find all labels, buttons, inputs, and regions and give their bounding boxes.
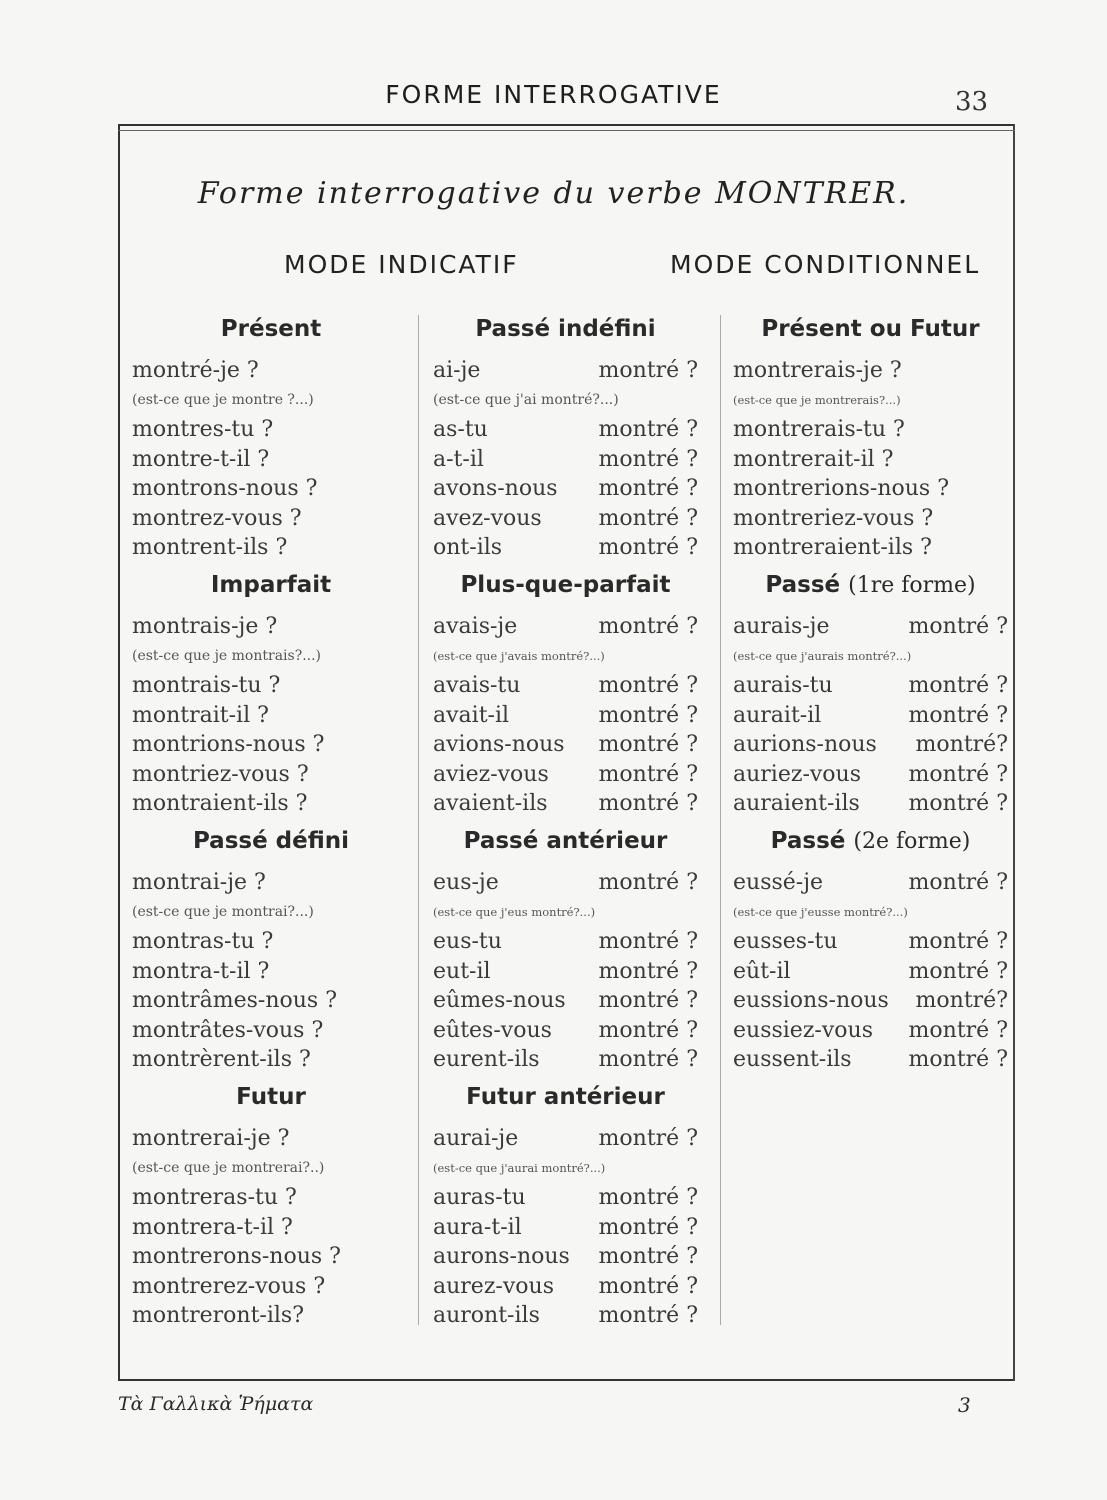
- participle-form: montré ?: [598, 791, 698, 816]
- auxiliary-form: eussé-je: [733, 870, 824, 895]
- auxiliary-form: avons-nous: [433, 476, 558, 501]
- tense-title-text: Présent ou Futur: [761, 316, 980, 342]
- column-divider-1: [418, 315, 419, 1325]
- participle-form: montré ?: [908, 791, 1008, 816]
- frame-right-border: [1013, 124, 1015, 1381]
- conjugation-row: [433, 1272, 698, 1302]
- conjugation-row: montre-t-il ?: [132, 446, 270, 472]
- auxiliary-form: eussions-nous: [733, 988, 889, 1013]
- conjugation-row: montrerions-nous ?: [733, 476, 950, 501]
- participle-form: montré ?: [908, 761, 1008, 787]
- conjugation-row: [433, 1213, 698, 1243]
- column-divider-2: [720, 315, 721, 1325]
- conjugation-row: montres-tu ?: [132, 417, 274, 442]
- tense-title-text: Futur: [236, 1084, 306, 1110]
- book-title-footer: Τὰ Γαλλικὰ Ῥήματα: [118, 1393, 314, 1415]
- auxiliary-form: aurai-je: [433, 1126, 519, 1151]
- auxiliary-form: a-t-il: [433, 446, 484, 472]
- tense-title-text: Futur antérieur: [466, 1084, 665, 1110]
- tense-title: [733, 314, 1008, 344]
- participle-form: montré ?: [598, 1303, 698, 1328]
- participle-form: montré ?: [908, 958, 1008, 984]
- conjugation-row: montrera-t-il ?: [132, 1214, 293, 1240]
- example-note: (est-ce que j'ai montré?...): [433, 391, 619, 408]
- conjugation-row: [433, 730, 698, 760]
- tense-title: [132, 1082, 410, 1112]
- conjugation-row: montrerais-tu ?: [733, 417, 905, 442]
- auxiliary-form: ont-ils: [433, 535, 503, 560]
- conjugation-row: [433, 789, 698, 819]
- conjugation-row: [433, 1045, 698, 1075]
- auxiliary-form: auront-ils: [433, 1303, 540, 1328]
- conjugation-row: montraient-ils ?: [132, 791, 308, 816]
- participle-form: montré ?: [598, 702, 698, 728]
- auxiliary-form: aurons-nous: [433, 1244, 570, 1269]
- auxiliary-form: aviez-vous: [433, 761, 549, 787]
- tense-title-text: Présent: [220, 316, 322, 342]
- conjugation-row: montrions-nous ?: [132, 732, 325, 757]
- participle-form: montré ?: [598, 358, 698, 383]
- auxiliary-form: eussent-ils: [733, 1047, 852, 1072]
- participle-form: montré ?: [908, 1047, 1008, 1072]
- participle-form: montré ?: [598, 1185, 698, 1210]
- conjugation-row: [733, 760, 1008, 790]
- tense-section: [733, 570, 1008, 819]
- tense-title-text: Passé défini: [192, 828, 350, 854]
- conjugation-row: montrais-tu ?: [132, 673, 281, 698]
- auxiliary-form: eus-je: [433, 870, 499, 895]
- auxiliary-form: eûmes-nous: [433, 988, 566, 1013]
- conjugation-row: montrâtes-vous ?: [132, 1017, 324, 1043]
- tense-section: [132, 1082, 410, 1331]
- participle-form: montré?: [915, 732, 1008, 757]
- tense-title: [733, 826, 1008, 856]
- auxiliary-form: aura-t-il: [433, 1214, 522, 1240]
- signature-mark: 3: [958, 1393, 971, 1417]
- top-double-rule: [118, 130, 1015, 131]
- conjugation-row: [733, 986, 1008, 1016]
- example-note: (est-ce que je montrerais?...): [733, 392, 901, 407]
- conjugation-row: [433, 957, 698, 987]
- conjugation-row: montrâmes-nous ?: [132, 988, 338, 1013]
- example-note: (est-ce que j'avais montré?...): [433, 648, 605, 663]
- example-note: (est-ce que j'aurai montré?...): [433, 1160, 606, 1175]
- conjugation-row: [733, 730, 1008, 760]
- tense-title-qualifier: (2e forme): [853, 829, 971, 854]
- auxiliary-form: avions-nous: [433, 732, 565, 757]
- auxiliary-form: avez-vous: [433, 505, 542, 531]
- conjugation-row: montrai-je ?: [132, 870, 266, 895]
- tense-section: [733, 314, 1008, 563]
- auxiliary-form: as-tu: [433, 417, 488, 442]
- conjugation-row: [433, 533, 698, 563]
- participle-form: montré ?: [598, 732, 698, 757]
- participle-form: montré ?: [598, 505, 698, 531]
- conjugation-row: montriez-vous ?: [132, 761, 309, 787]
- participle-form: montré ?: [908, 1017, 1008, 1043]
- conjugation-row: montra-t-il ?: [132, 958, 270, 984]
- conjugation-row: montrèrent-ils ?: [132, 1047, 311, 1072]
- auxiliary-form: aurais-je: [733, 614, 830, 639]
- conjugation-row: [433, 612, 698, 642]
- conjugation-row: [433, 927, 698, 957]
- tense-section: [433, 570, 698, 819]
- conjugation-row: montrait-il ?: [132, 702, 269, 728]
- conjugation-row: [433, 986, 698, 1016]
- auxiliary-form: eurent-ils: [433, 1047, 540, 1072]
- auxiliary-form: eût-il: [733, 958, 791, 984]
- auxiliary-form: eut-il: [433, 958, 491, 984]
- tense-title: [433, 1082, 698, 1112]
- example-note: (est-ce que je montrais?...): [132, 647, 322, 664]
- tense-title: [433, 314, 698, 344]
- tense-title-text: Plus-que-parfait: [460, 572, 671, 598]
- conjugation-row: montreraient-ils ?: [733, 535, 932, 560]
- conjugation-row: [733, 612, 1008, 642]
- example-note: (est-ce que je montrerai?..): [132, 1159, 325, 1176]
- auxiliary-form: aurez-vous: [433, 1273, 554, 1299]
- auxiliary-form: avaient-ils: [433, 791, 548, 816]
- auxiliary-form: auras-tu: [433, 1185, 526, 1210]
- tense-section: [433, 314, 698, 563]
- conjugation-row: [433, 1242, 698, 1272]
- conjugation-row: [733, 927, 1008, 957]
- conjugation-row: [733, 868, 1008, 898]
- tense-title: [733, 570, 1008, 600]
- conjugation-row: [433, 1016, 698, 1046]
- tense-title-text: Passé antérieur: [463, 828, 668, 854]
- participle-form: montré ?: [598, 958, 698, 984]
- participle-form: montré ?: [908, 702, 1008, 728]
- participle-form: montré ?: [598, 446, 698, 472]
- conjugation-row: montrerez-vous ?: [132, 1273, 326, 1299]
- tense-title-text: Passé indéfini: [475, 316, 656, 342]
- participle-form: montré ?: [598, 761, 698, 787]
- conjugation-row: [433, 445, 698, 475]
- participle-form: montré ?: [908, 614, 1008, 639]
- mode-conditionnel-heading: MODE CONDITIONNEL: [670, 250, 981, 279]
- tense-title: [433, 570, 698, 600]
- tense-section: [433, 1082, 698, 1331]
- tense-title: [433, 826, 698, 856]
- example-note: (est-ce que je montrai?...): [132, 903, 314, 920]
- page-number: 33: [955, 87, 989, 117]
- tense-section: [132, 826, 410, 1075]
- participle-form: montré ?: [908, 929, 1008, 954]
- example-note: (est-ce que j'eusse montré?...): [733, 904, 908, 919]
- mode-indicatif-heading: MODE INDICATIF: [284, 250, 519, 279]
- conjugation-row: [433, 474, 698, 504]
- tense-title: [132, 314, 410, 344]
- conjugation-row: [733, 789, 1008, 819]
- conjugation-row: montrent-ils ?: [132, 535, 288, 560]
- tense-section: [132, 314, 410, 563]
- participle-form: montré ?: [598, 417, 698, 442]
- auxiliary-form: avais-tu: [433, 673, 521, 698]
- conjugation-row: montreront-ils?: [132, 1303, 305, 1328]
- conjugation-row: [733, 671, 1008, 701]
- example-note: (est-ce que j'aurais montré?...): [733, 648, 912, 663]
- conjugation-row: montrais-je ?: [132, 614, 278, 639]
- tense-section: [733, 826, 1008, 1075]
- conjugation-row: [733, 1045, 1008, 1075]
- conjugation-row: [733, 701, 1008, 731]
- conjugation-row: montrerais-je ?: [733, 358, 902, 383]
- auxiliary-form: eûtes-vous: [433, 1017, 552, 1043]
- tense-title-text: Passé: [765, 572, 841, 598]
- participle-form: montré?: [915, 988, 1008, 1013]
- participle-form: montré ?: [598, 1273, 698, 1299]
- tense-title-qualifier: (1re forme): [848, 573, 976, 598]
- conjugation-row: montrez-vous ?: [132, 505, 302, 531]
- tense-title-text: Passé: [770, 828, 846, 854]
- auxiliary-form: auraient-ils: [733, 791, 860, 816]
- tense-title-text: Imparfait: [210, 572, 332, 598]
- tense-title: [132, 570, 410, 600]
- participle-form: montré ?: [598, 870, 698, 895]
- participle-form: montré ?: [598, 614, 698, 639]
- conjugation-row: [733, 957, 1008, 987]
- conjugation-row: [433, 701, 698, 731]
- running-title: FORME INTERROGATIVE: [385, 80, 722, 109]
- conjugation-row: montrerons-nous ?: [132, 1244, 341, 1269]
- conjugation-row: montrons-nous ?: [132, 476, 318, 501]
- conjugation-row: montreras-tu ?: [132, 1185, 297, 1210]
- auxiliary-form: aurions-nous: [733, 732, 877, 757]
- conjugation-row: [433, 1301, 698, 1331]
- tense-section: [433, 826, 698, 1075]
- auxiliary-form: avait-il: [433, 702, 510, 728]
- conjugation-row: montreriez-vous ?: [733, 505, 934, 531]
- conjugation-row: [433, 356, 698, 386]
- participle-form: montré ?: [908, 673, 1008, 698]
- conjugation-row: [433, 868, 698, 898]
- conjugation-row: [433, 415, 698, 445]
- auxiliary-form: eussiez-vous: [733, 1017, 873, 1043]
- participle-form: montré ?: [598, 1047, 698, 1072]
- participle-form: montré ?: [598, 1017, 698, 1043]
- conjugation-row: montrerai-je ?: [132, 1126, 290, 1151]
- conjugation-row: montré-je ?: [132, 358, 259, 383]
- conjugation-row: [433, 760, 698, 790]
- tense-title: [132, 826, 410, 856]
- example-note: (est-ce que j'eus montré?...): [433, 904, 596, 919]
- participle-form: montré ?: [598, 535, 698, 560]
- participle-form: montré ?: [598, 476, 698, 501]
- participle-form: montré ?: [598, 929, 698, 954]
- auxiliary-form: eus-tu: [433, 929, 502, 954]
- participle-form: montré ?: [598, 988, 698, 1013]
- auxiliary-form: aurait-il: [733, 702, 822, 728]
- conjugation-row: [433, 1183, 698, 1213]
- tense-section: [132, 570, 410, 819]
- auxiliary-form: avais-je: [433, 614, 518, 639]
- auxiliary-form: ai-je: [433, 358, 481, 383]
- participle-form: montré ?: [598, 1126, 698, 1151]
- conjugation-row: [733, 1016, 1008, 1046]
- participle-form: montré ?: [598, 673, 698, 698]
- conjugation-row: [433, 504, 698, 534]
- conjugation-row: [433, 1124, 698, 1154]
- auxiliary-form: aurais-tu: [733, 673, 833, 698]
- conjugation-row: montrerait-il ?: [733, 446, 894, 472]
- conjugation-row: [433, 671, 698, 701]
- conjugation-row: montras-tu ?: [132, 929, 274, 954]
- participle-form: montré ?: [598, 1244, 698, 1269]
- auxiliary-form: eusses-tu: [733, 929, 838, 954]
- example-note: (est-ce que je montre ?...): [132, 391, 314, 408]
- page-title: Forme interrogative du verbe MONTRER.: [197, 176, 910, 211]
- participle-form: montré ?: [598, 1214, 698, 1240]
- participle-form: montré ?: [908, 870, 1008, 895]
- auxiliary-form: auriez-vous: [733, 761, 862, 787]
